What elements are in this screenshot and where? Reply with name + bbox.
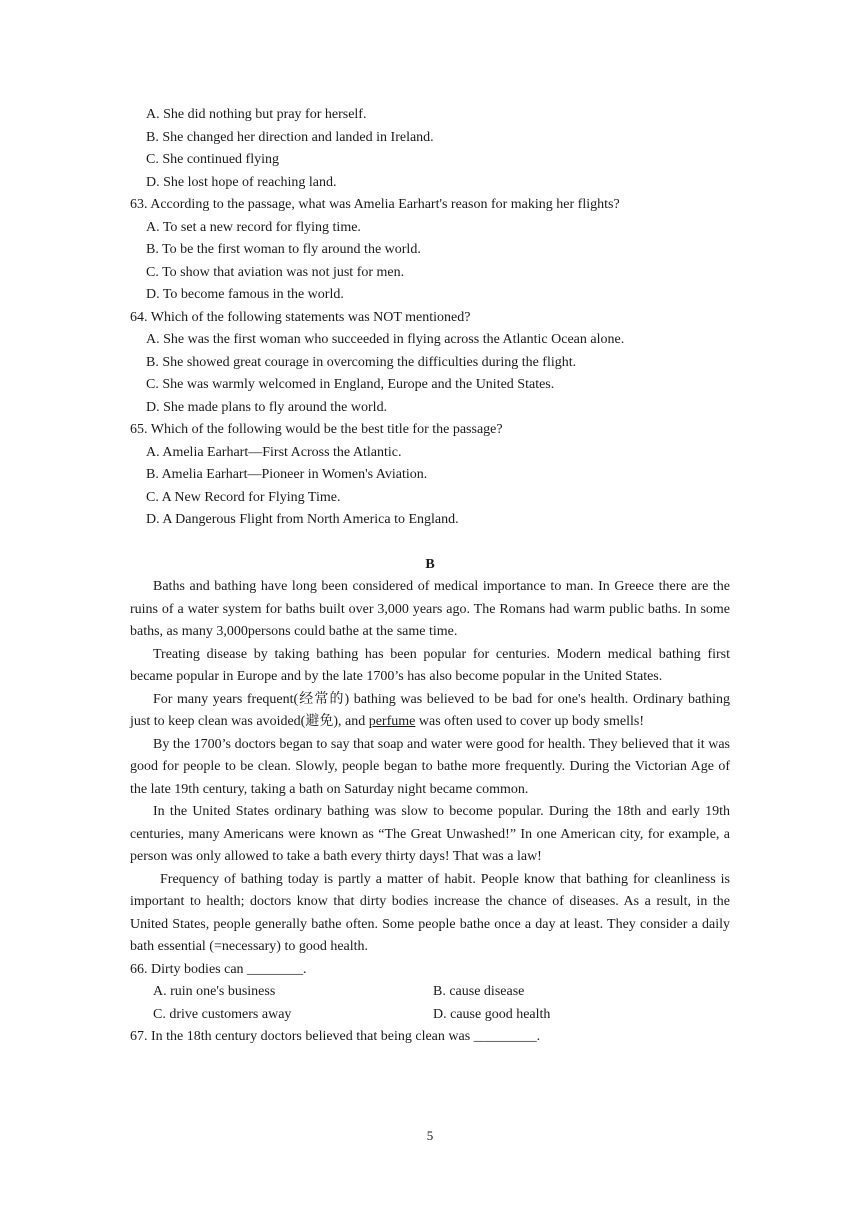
q65-option-c: C. A New Record for Flying Time. <box>146 489 341 505</box>
page-number: 5 <box>426 1128 434 1143</box>
q64-option-a: A. She was the first woman who succeeded in flying across the Atlantic Ocean alone. <box>146 332 625 347</box>
passage-paragraph-5: In the United States ordinary bathing was slow to become popular. During the 18th and early 19th centuries, many Americans were known as “The Great Unwashed!” In one American city, for example, a person was only allowed to take a bath every thirty days! That was a law! <box>130 804 730 864</box>
q62-option-b: B. She changed her direction and landed in Ireland. <box>146 129 434 145</box>
q66-options-row-1 <box>130 981 730 1004</box>
q63-question: 63. According to the passage, what was Amelia Earhart's reason for making her flights? <box>130 197 620 212</box>
q64-option-c: C. She was warmly welcomed in England, Europe and the United States. <box>146 377 555 392</box>
q66-option-c: C. drive customers away <box>153 1006 292 1022</box>
q66-option-d: D. cause good health <box>433 1006 551 1022</box>
paragraph-3-text-start: For many years frequent(经常的) bathing was believed to be bad for one's health. Ordinary bathing just to keep clean was avoided(避免), and <box>130 691 730 729</box>
q63-option-d: D. To become famous in the world. <box>146 287 344 302</box>
q64-option-d: D. She made plans to fly around the world. <box>146 399 388 415</box>
q64-question: 64. Which of the following statements was NOT mentioned? <box>130 309 471 325</box>
q62-option-a: A. She did nothing but pray for herself. <box>146 107 367 122</box>
q66-question: 66. Dirty bodies can ________. <box>130 961 307 977</box>
q65-option-d: D. A Dangerous Flight from North America to England. <box>146 512 459 527</box>
q65-option-a: A. Amelia Earhart—First Across the Atlantic. <box>146 444 402 460</box>
q63-option-a: A. To set a new record for flying time. <box>146 219 361 235</box>
q64-option-b: B. She showed great courage in overcoming the difficulties during the flight. <box>146 354 577 370</box>
page-content <box>130 104 730 1049</box>
paragraph-3-text-end: was often used to cover up body smells! <box>415 714 644 729</box>
q66-options-row-2 <box>130 1004 730 1027</box>
q67-question: 67. In the 18th century doctors believed that being clean was _________. <box>130 1029 541 1044</box>
q66-option-b: B. cause disease <box>433 984 525 999</box>
passage-paragraph-1: Baths and bathing have long been considered of medical importance to man. In Greece there are the ruins of a water system for baths built over 3,000 years ago. The Romans had warm public baths. In some baths, as many 3,000persons could bathe at the same time. <box>130 579 730 639</box>
q63-option-b: B. To be the first woman to fly around the world. <box>146 242 421 257</box>
section-b-heading: B <box>425 556 435 572</box>
passage-paragraph-3 <box>130 689 730 734</box>
q63-option-c: C. To show that aviation was not just for men. <box>146 264 405 280</box>
passage-paragraph-6: Frequency of bathing today is partly a matter of habit. People know that bathing for cleanliness is important to health; doctors know that dirty bodies increase the chance of diseases. As a result, in the United States, people generally bathe often. Some people bathe once a day at least. They consider a daily bath essential (=necessary) to good health. <box>130 871 730 954</box>
underlined-word-perfume: perfume <box>368 714 416 729</box>
q66-option-a: A. ruin one's business <box>153 984 276 999</box>
q62-option-d: D. She lost hope of reaching land. <box>146 174 337 190</box>
passage-paragraph-4: By the 1700’s doctors began to say that soap and water were good for health. They believed that it was good for people to be clean. Slowly, people began to bathe more frequently. During the Victorian Age of the late 19th century, taking a bath on Saturday night became common. <box>130 736 730 797</box>
q65-question: 65. Which of the following would be the best title for the passage? <box>130 422 503 437</box>
passage-paragraph-2: Treating disease by taking bathing has been popular for centuries. Modern medical bathing first became popular in Europe and by the late 1700’s has also become popular in the United States. <box>130 646 730 684</box>
q62-option-c: C. She continued flying <box>146 152 279 167</box>
q65-option-b: B. Amelia Earhart—Pioneer in Women's Aviation. <box>146 467 428 482</box>
